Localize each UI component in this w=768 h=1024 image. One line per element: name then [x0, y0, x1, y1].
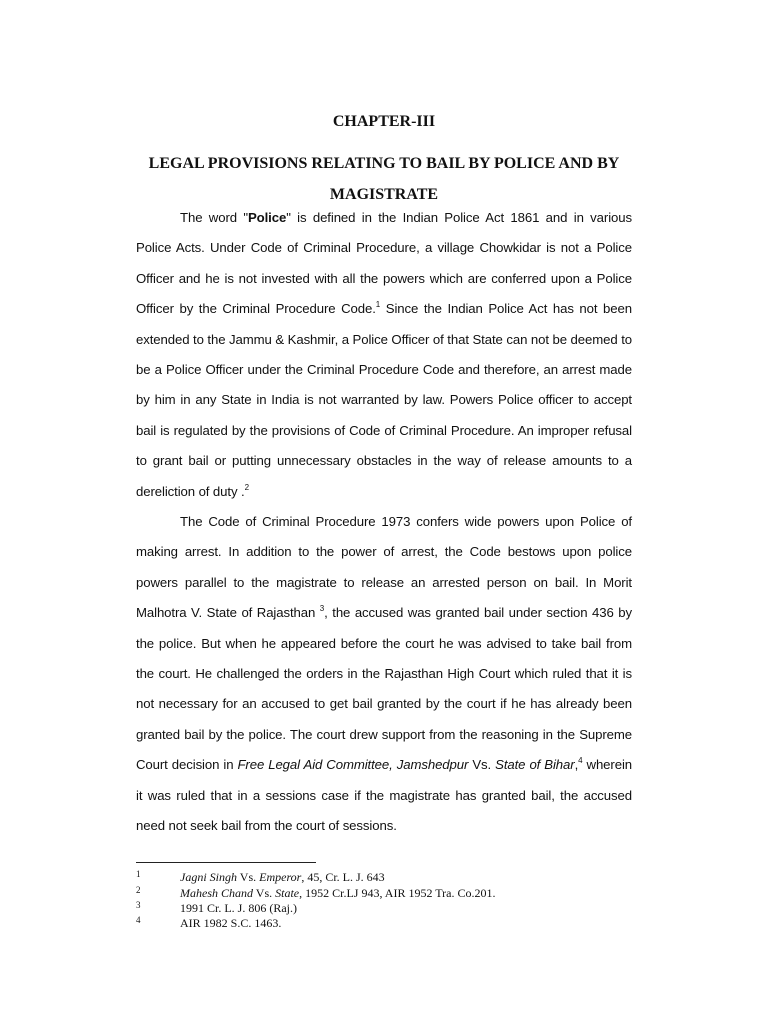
footnote-ref-3[interactable]: 3	[319, 604, 325, 614]
footnote-number: 4	[136, 915, 141, 925]
footnote-ref-1[interactable]: 1	[375, 300, 381, 310]
p2-text-b: , the accused was granted bail under section 436 by the police. But when he appeared before the court he was advised to take bail from the court. He challenged the orders in the Rajasthan High Court which ruled that it is not necessary for an accused to get bail granted by the court if he has already been granted bail by the police. The court drew support from the reasoning in the Supreme Court decision in	[136, 605, 633, 773]
p2-case-party-2: State of Bihar	[495, 757, 575, 773]
footnote-citation: AIR 1982 S.C. 1463.	[180, 916, 282, 930]
paragraph-2	[136, 507, 632, 841]
p1-text-a: The word "	[180, 210, 248, 225]
footnote-number: 2	[136, 885, 141, 895]
footnote-citation: 1991 Cr. L. J. 806 (Raj.)	[180, 901, 297, 915]
footnote-text: Vs.	[253, 886, 276, 900]
footnote-text: Vs.	[237, 870, 260, 884]
chapter-title: LEGAL PROVISIONS RELATING TO BAIL BY POLICE AND BY MAGISTRATE	[148, 155, 620, 203]
p2-text-d: Vs.	[468, 757, 496, 773]
p2-text-f: ,	[574, 757, 579, 773]
chapter-heading: CHAPTER-III	[332, 113, 436, 130]
p1-term-police: Police	[247, 210, 287, 225]
p2-text-a: The Code of Criminal Procedure 1973 confers wide powers upon Police of making arrest. In addition to the power of arrest, the Code bestows upon police powers parallel to the magistrate to release an arrested person on bail. In Morit Malhotra V. State of Rajasthan	[136, 514, 632, 621]
p1-text-d: Since the Indian Police Act has not been extended to the Jammu & Kashmir, a Police Officer of that State can not be deemed to be a Police Officer under the Criminal Procedure Code and therefore, an arrest made by him in any State in India is not warranted by law. Powers Police officer to accept bail is regulated by the provisions of Code of Criminal Procedure. An improper refusal to grant bail or putting unnecessary obstacles in the way of release amounts to a dereliction of duty .	[136, 301, 632, 499]
footnote-number: 1	[136, 869, 141, 879]
p2-case-party-1: Free Legal Aid Committee, Jamshedpur	[237, 757, 469, 773]
footnote-separator	[136, 862, 316, 863]
footnote-party: Mahesh Chand	[180, 886, 253, 900]
footnote-party: Emperor	[259, 870, 302, 884]
footnote-citation: , 1952 Cr.LJ 943, AIR 1952 Tra. Co.201.	[299, 886, 496, 900]
footnote-party: State	[275, 886, 300, 900]
footnote-ref-2[interactable]: 2	[244, 482, 249, 492]
footnote-number: 3	[136, 900, 141, 910]
p1-text-c: " is defined in the Indian Police Act 1861 and in various Police Acts. Under Code of Criminal Procedure, a village Chowkidar is not a Police Officer and he is not invested with all the powers which are conferred upon a Police Officer by the Criminal Procedure Code.	[136, 210, 632, 317]
paragraph-1	[136, 203, 632, 507]
footnote-citation: , 45, Cr. L. J. 643	[301, 870, 385, 884]
p2-text-g: wherein it was ruled that in a sessions case if the magistrate has granted bail, the accused need not seek bail from the court of sessions.	[136, 757, 633, 834]
footnote-party: Jagni Singh	[180, 870, 237, 884]
footnote-ref-4[interactable]: 4	[578, 756, 583, 766]
